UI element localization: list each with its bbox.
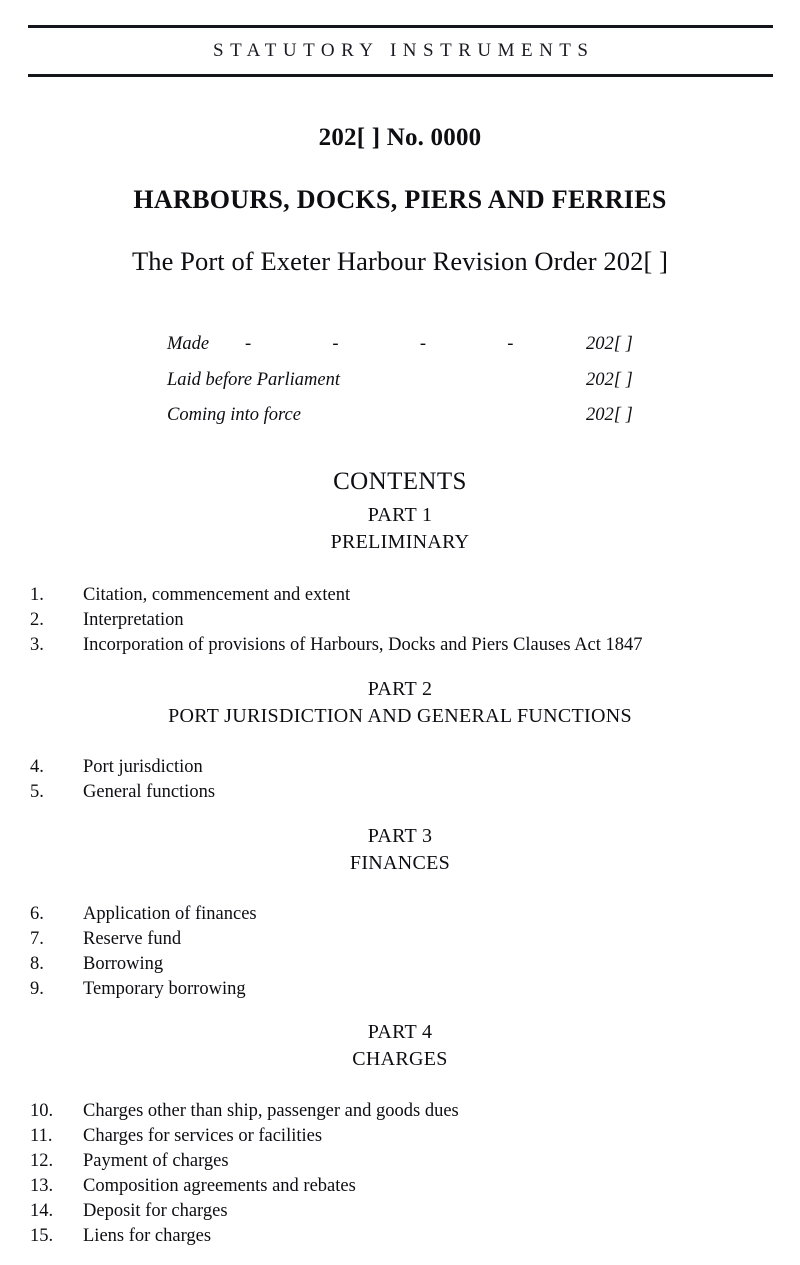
toc-item-number: 12. bbox=[30, 1151, 54, 1171]
toc-item-label: Reserve fund bbox=[83, 929, 182, 949]
toc-item[interactable] bbox=[0, 1149, 800, 1174]
date-dashes: - - - - bbox=[245, 334, 538, 354]
order-title: The Port of Exeter Harbour Revision Order 202[ ] bbox=[131, 246, 669, 276]
part-subtitle: CHARGES bbox=[352, 1048, 448, 1070]
toc-item-number: 13. bbox=[30, 1176, 54, 1196]
toc-item-number: 6. bbox=[30, 904, 44, 924]
toc-item-label: Borrowing bbox=[83, 954, 164, 974]
date-value: 202[ ] bbox=[586, 405, 633, 425]
toc-item-label: Liens for charges bbox=[83, 1226, 212, 1246]
part-name: PART 3 bbox=[367, 825, 433, 847]
toc-item[interactable] bbox=[0, 952, 800, 977]
toc-item-number: 7. bbox=[30, 929, 44, 949]
date-value: 202[ ] bbox=[586, 334, 633, 354]
toc-item-label: General functions bbox=[83, 782, 216, 802]
toc-item[interactable] bbox=[0, 583, 800, 608]
part-name: PART 4 bbox=[367, 1021, 433, 1043]
dates-block bbox=[167, 330, 687, 437]
contents-heading: CONTENTS bbox=[333, 468, 467, 495]
date-label: Coming into force bbox=[167, 405, 301, 425]
part-name: PART 2 bbox=[367, 678, 433, 700]
toc-item-label: Temporary borrowing bbox=[83, 979, 246, 999]
toc-item-label: Charges other than ship, passenger and goods dues bbox=[83, 1101, 459, 1121]
part-heading-block bbox=[0, 676, 800, 730]
toc-item-number: 15. bbox=[30, 1226, 54, 1246]
si-number: 202[ ] No. 0000 bbox=[318, 124, 482, 151]
toc-item[interactable] bbox=[0, 633, 800, 658]
toc-item[interactable] bbox=[0, 927, 800, 952]
toc-list bbox=[0, 583, 800, 658]
header-rule-bottom bbox=[28, 74, 773, 77]
toc-list bbox=[0, 1099, 800, 1249]
toc-item[interactable] bbox=[0, 780, 800, 805]
toc-item-label: Composition agreements and rebates bbox=[83, 1176, 356, 1196]
toc-item[interactable] bbox=[0, 1199, 800, 1224]
toc-item-number: 5. bbox=[30, 782, 44, 802]
date-label: Laid before Parliament bbox=[167, 369, 340, 390]
date-row bbox=[167, 330, 687, 366]
date-label: Made bbox=[167, 334, 210, 354]
toc-item-number: 8. bbox=[30, 954, 44, 974]
date-value: 202[ ] bbox=[586, 369, 633, 390]
toc-item-number: 11. bbox=[30, 1126, 53, 1146]
toc-item[interactable] bbox=[0, 755, 800, 780]
toc-item[interactable] bbox=[0, 608, 800, 633]
date-row bbox=[167, 366, 687, 402]
toc-item-label: Interpretation bbox=[83, 610, 184, 630]
toc-item-number: 4. bbox=[30, 757, 44, 777]
toc-item-label: Deposit for charges bbox=[83, 1201, 228, 1221]
toc-item-label: Citation, commencement and extent bbox=[83, 585, 351, 605]
toc-item-number: 14. bbox=[30, 1201, 54, 1221]
toc-item[interactable] bbox=[0, 1224, 800, 1249]
date-row bbox=[167, 401, 687, 437]
statutory-instruments-banner: STATUTORY INSTRUMENTS bbox=[213, 40, 595, 61]
toc-item-label: Port jurisdiction bbox=[83, 757, 203, 777]
part-name: PART 1 bbox=[367, 504, 433, 526]
toc-item-label: Charges for services or facilities bbox=[83, 1126, 323, 1146]
toc-item-number: 2. bbox=[30, 610, 44, 630]
toc-item[interactable] bbox=[0, 1174, 800, 1199]
toc-item-label: Payment of charges bbox=[83, 1151, 229, 1171]
subject-heading: HARBOURS, DOCKS, PIERS AND FERRIES bbox=[133, 185, 667, 214]
header-rule-top bbox=[28, 25, 773, 28]
toc-item-number: 9. bbox=[30, 979, 44, 999]
part-heading-block bbox=[0, 502, 800, 556]
toc-item-number: 1. bbox=[30, 585, 44, 605]
toc-item[interactable] bbox=[0, 902, 800, 927]
toc-list bbox=[0, 755, 800, 805]
toc-item[interactable] bbox=[0, 1124, 800, 1149]
toc-item-label: Incorporation of provisions of Harbours, Docks and Piers Clauses Act 1847 bbox=[83, 635, 643, 655]
part-heading-block bbox=[0, 823, 800, 877]
toc-list bbox=[0, 902, 800, 1002]
part-subtitle: PRELIMINARY bbox=[330, 531, 470, 553]
toc-item-number: 3. bbox=[30, 635, 44, 655]
toc-item-number: 10. bbox=[30, 1101, 54, 1121]
part-subtitle: FINANCES bbox=[349, 852, 451, 874]
toc-item-label: Application of finances bbox=[83, 904, 257, 924]
part-heading-block bbox=[0, 1019, 800, 1073]
part-subtitle: PORT JURISDICTION AND GENERAL FUNCTIONS bbox=[168, 705, 632, 727]
toc-item[interactable] bbox=[0, 977, 800, 1002]
toc-item[interactable] bbox=[0, 1099, 800, 1124]
